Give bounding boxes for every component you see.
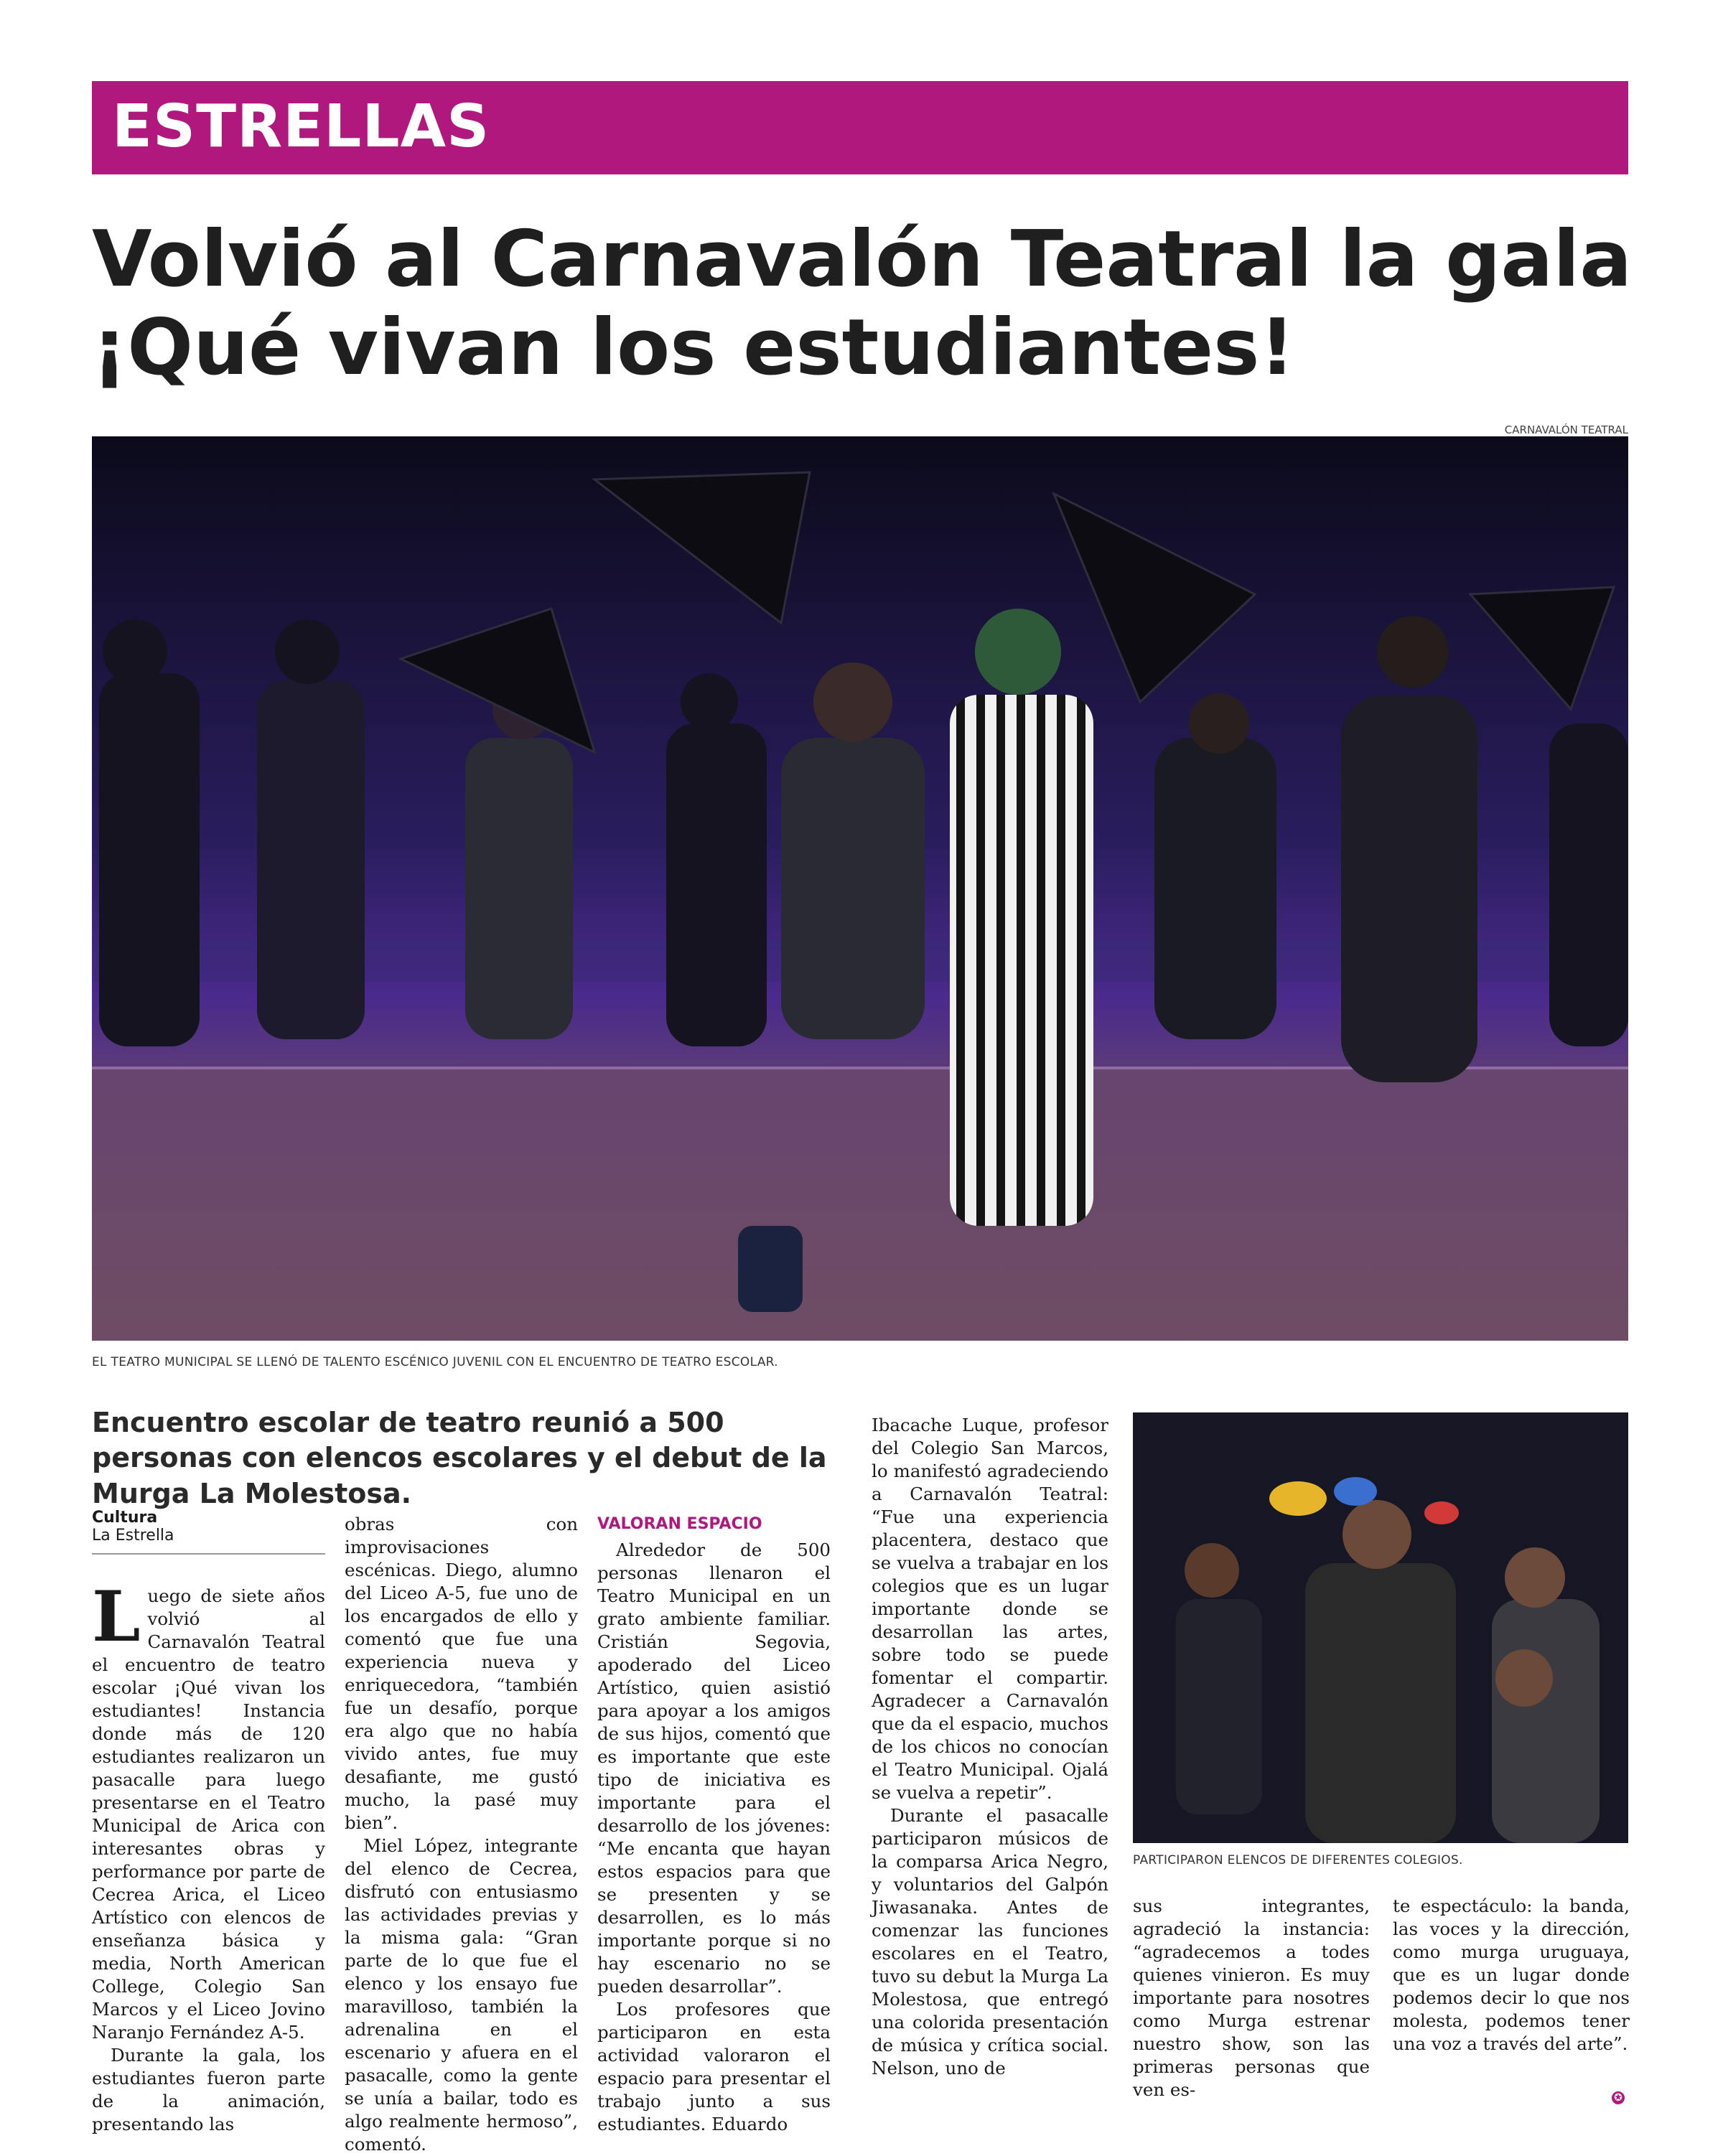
headline-line-2: ¡Qué vivan los estudiantes! (92, 303, 1295, 393)
article-column-2 (345, 1513, 578, 2156)
article-column-6 (1393, 1895, 1630, 2056)
lede: Encuentro escolar de teatro reunió a 500 personas con elencos escolares y el debut de la Murga La Molestosa. (92, 1407, 827, 1509)
byline (92, 1509, 325, 1555)
side-photo (1133, 1412, 1628, 1843)
article-paragraph: te espectáculo: la banda, las voces y la dirección, como murga uruguaya, que es un lugar donde podemos decir lo que nos molesta, podemos tener una voz a través del arte”. (1393, 1895, 1630, 2054)
headline-line-1: Volvió al Carnavalón Teatral la gala (92, 215, 1633, 304)
article-paragraph: Los profesores que participaron en esta actividad valoraron el espacio para presentar el trabajo junto a sus estudiantes. Eduardo (597, 1999, 831, 2134)
article-column-4 (872, 1414, 1108, 2080)
main-photo-caption: EL TEATRO MUNICIPAL SE LLENÓ DE TALENTO ESCÉNICO JUVENIL CON EL ENCUENTRO DE TEATRO ESCOLAR. (92, 1355, 778, 1369)
article-paragraph: sus integrantes, agradeció la instancia: “agradecemos a todes quienes vinieron. Es muy importante para nosotres como Murga estrenar nuestro show, son las primeras personas que ven es- (1133, 1895, 1370, 2100)
byline-section: Cultura (92, 1509, 158, 1527)
photo-credit: CARNAVALÓN TEATRAL (1504, 423, 1628, 436)
article-column-5 (1133, 1895, 1370, 2101)
headline (92, 215, 1633, 393)
end-mark-icon: ✪ (1612, 2091, 1625, 2104)
subhead: VALORAN ESPACIO (597, 1515, 762, 1533)
stage-light (738, 1226, 803, 1312)
section-label: ESTRELLAS (112, 93, 490, 161)
byline-source: La Estrella (92, 1527, 174, 1545)
section-banner (92, 81, 1628, 174)
article-paragraph: Alrededor de 500 personas llenaron el Teatro Municipal en un grato ambiente familiar. Cristián Segovia, apoderado del Liceo Artístico, quien asistió para apoyar a los amigos de sus hijos, comentó que es importante que este tipo de iniciativa es importante para el desarrollo de los jóvenes: “Me encanta que hayan estos espacios para que se presenten y se desarrollen, es lo más importante porque si no hay escenario no se pueden desarrollar”. (597, 1539, 831, 1997)
main-photo (92, 436, 1628, 1341)
article-paragraph: Ibacache Luque, profesor del Colegio San Marcos, lo manifestó agradeciendo a Carnavalón Teatral: “Fue una experiencia placentera, destaco que se vuelva a trabajar en los colegios que es un lugar importante donde se desarrollan las artes, sobre todo se puede fomentar el compartir. Agradecer a Carnavalón que da el espacio, muchos de los chicos no conocían el Teatro Municipal. Ojalá se vuelva a repetir”. (872, 1415, 1108, 1803)
article-paragraph: Durante la gala, los estudiantes fueron parte de la animación, presentando las (92, 2045, 325, 2134)
article-paragraph: Miel López, integrante del elenco de Cecrea, disfrutó con entusiasmo las actividades previas y la misma gala: “Gran parte de lo que fue el elenco y los ensayo fue maravilloso, también la adrenalina en el escenario y afuera en el pasacalle, como la gente se unía a bailar, todo es algo realmente hermoso”, comentó. (345, 1835, 578, 2155)
article-column-3 (597, 1513, 831, 2136)
drop-cap: L (92, 1576, 141, 1657)
article-column-1 (92, 1576, 325, 2136)
article-paragraph: Luego de siete años volvió al Carnavalón Teatral el encuentro de teatro escolar ¡Qué vivan los estudiantes! Instancia donde más de 120 estudiantes realizaron un pasacalle para luego presentarse en el Teatro Municipal de Arica con interesantes obras y performance por parte de Cecrea Arica, el Liceo Artístico con elencos de enseñanza básica y media, North American College, Colegio San Marcos y el Liceo Jovino Naranjo Fernández A-5. (92, 1576, 325, 2043)
side-photo-caption: PARTICIPARON ELENCOS DE DIFERENTES COLEGIOS. (1133, 1853, 1463, 1867)
article-paragraph: obras con improvisaciones escénicas. Diego, alumno del Liceo A-5, fue uno de los encargados de ello y comentó que fue una experiencia nueva y enriquecedora, “también fue un desafío, porque era algo que no había vivido antes, fue muy desafiante, me gustó mucho, la pasé muy bien”. (345, 1514, 578, 1833)
article-paragraph: Durante el pasacalle participaron músicos de la comparsa Arica Negro, y voluntarios del Galpón Jiwasanaka. Antes de comenzar las funciones escolares en el Teatro, tuvo su debut la Murga La Molestosa, que entregó una colorida presentación de música y crítica social. Nelson, uno de (872, 1805, 1108, 2078)
